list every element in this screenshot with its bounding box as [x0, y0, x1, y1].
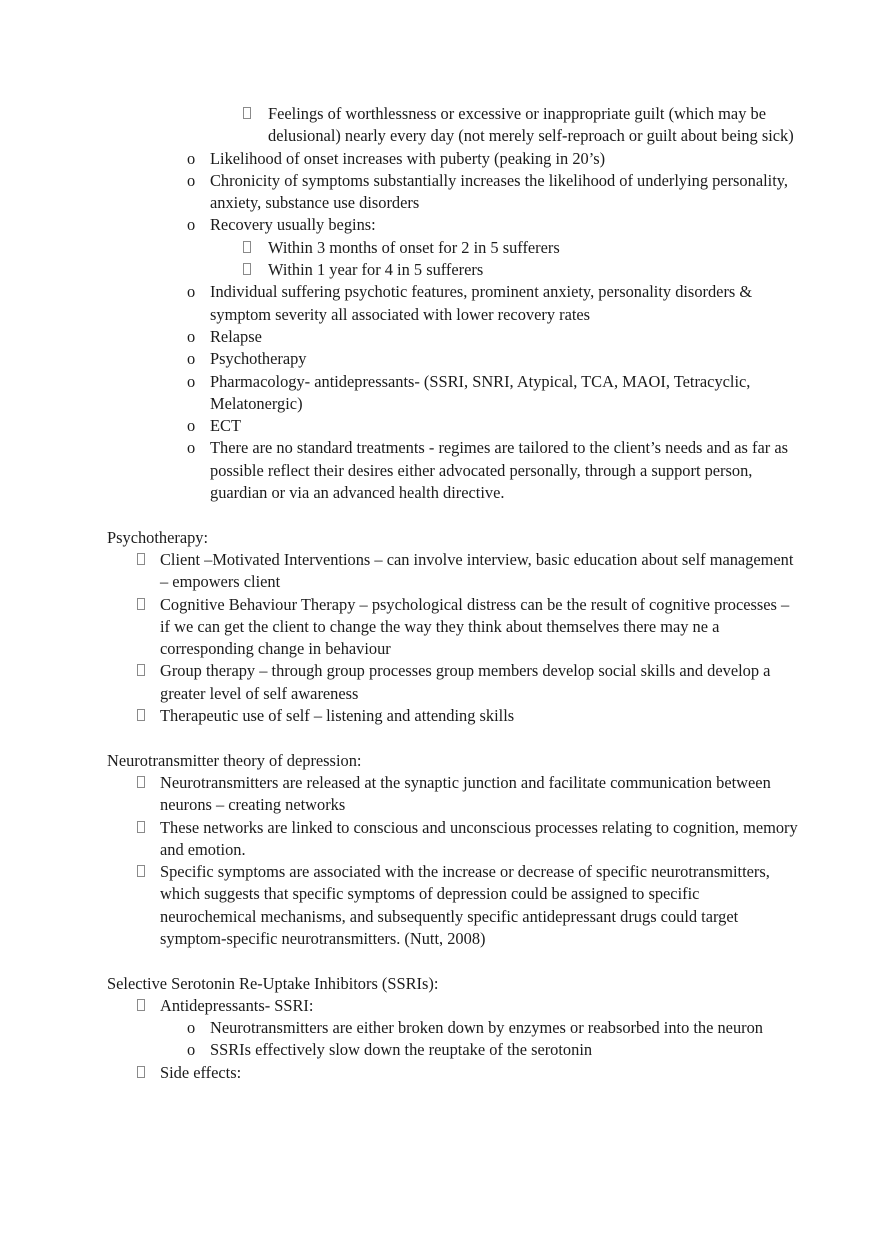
box-bullet-icon — [137, 821, 145, 833]
list-item-text: Side effects: — [160, 1062, 242, 1082]
list-item — [107, 237, 798, 259]
list-item-text: Client –Motivated Interventions – can involve interview, basic education about self management – empowers client — [160, 549, 794, 592]
list-item-text: Chronicity of symptoms substantially increases the likelihood of underlying personality, anxiety, substance use disorders — [210, 170, 788, 213]
section-heading — [107, 750, 798, 772]
list-item — [107, 861, 798, 950]
list-item-text: There are no standard treatments - regimes are tailored to the client’s needs and as far as possible reflect their desires either advocated personally, through a support person, guardian or via an advanced health directive. — [210, 438, 788, 503]
section-heading-text: Selective Serotonin Re-Uptake Inhibitors (SSRIs): — [107, 973, 439, 993]
box-bullet-icon — [137, 865, 145, 877]
list-item-text: ECT — [210, 416, 241, 436]
box-bullet-icon — [137, 776, 145, 788]
list-item — [107, 995, 798, 1017]
list-item-text: Neurotransmitters are released at the synaptic junction and facilitate communication between neurons – creating networks — [160, 772, 771, 815]
o-bullet-marker: o — [187, 1018, 196, 1038]
o-bullet-marker: o — [187, 349, 196, 369]
list-item-text: Cognitive Behaviour Therapy – psychological distress can be the result of cognitive processes –if we can get the client to change the way they think about themselves there may ne a corresponding change in behaviour — [160, 594, 790, 659]
list-item-text: Likelihood of onset increases with puberty (peaking in 20’s) — [210, 148, 606, 168]
section-heading — [107, 527, 798, 549]
section-heading-text: Neurotransmitter theory of depression: — [107, 750, 362, 770]
list-item-text: SSRIs effectively slow down the reuptake of the serotonin — [210, 1040, 593, 1060]
list-item — [107, 415, 798, 437]
box-bullet-icon — [243, 263, 251, 275]
o-bullet-marker: o — [187, 371, 196, 391]
list-item — [107, 281, 798, 326]
box-bullet-icon — [243, 107, 251, 119]
o-bullet-marker: o — [187, 416, 196, 436]
list-item — [107, 1017, 798, 1039]
list-item — [107, 326, 798, 348]
list-item-text: Feelings of worthlessness or excessive or inappropriate guilt (which may be delusional) nearly every day (not merely self-reproach or guilt about being sick) — [268, 104, 794, 146]
o-bullet-marker: o — [187, 326, 196, 346]
list-item-text: Within 3 months of onset for 2 in 5 sufferers — [268, 237, 560, 257]
list-item-text: Psychotherapy — [210, 349, 307, 369]
list-item-text: Antidepressants- SSRI: — [160, 995, 314, 1015]
blank-line — [107, 727, 798, 749]
list-item-text: These networks are linked to conscious and unconscious processes relating to cognition, memory and emotion. — [160, 817, 798, 859]
o-bullet-marker: o — [187, 1040, 196, 1060]
list-item — [107, 772, 798, 817]
list-item — [107, 1039, 798, 1061]
box-bullet-icon — [243, 241, 251, 253]
list-item — [107, 817, 798, 862]
list-item-text: Within 1 year for 4 in 5 sufferers — [268, 260, 484, 280]
section-heading-text: Psychotherapy: — [107, 527, 209, 547]
list-item — [107, 170, 798, 215]
box-bullet-icon — [137, 1066, 145, 1078]
list-item-text: Pharmacology- antidepressants- (SSRI, SNRI, Atypical, TCA, MAOI, Tetracyclic, Melatonergic) — [210, 371, 751, 413]
list-item — [107, 148, 798, 170]
o-bullet-marker: o — [187, 148, 196, 168]
list-item-text: Therapeutic use of self – listening and attending skills — [160, 706, 515, 726]
list-item — [107, 705, 798, 727]
list-item-text: Neurotransmitters are either broken down by enzymes or reabsorbed into the neuron — [210, 1018, 763, 1038]
list-item — [107, 214, 798, 236]
list-item-text: Individual suffering psychotic features, prominent anxiety, personality disorders & symptom severity all associated with lower recovery rates — [210, 282, 753, 324]
blank-line — [107, 504, 798, 526]
list-item — [107, 348, 798, 370]
list-item-text: Group therapy – through group processes group members develop social skills and develop a greater level of self awareness — [160, 661, 771, 703]
list-item — [107, 259, 798, 281]
list-item — [107, 371, 798, 416]
box-bullet-icon — [137, 664, 145, 676]
list-item — [107, 549, 798, 594]
list-item — [107, 103, 798, 148]
list-item — [107, 594, 798, 661]
o-bullet-marker: o — [187, 438, 196, 458]
section-heading — [107, 973, 798, 995]
o-bullet-marker: o — [187, 170, 196, 190]
box-bullet-icon — [137, 598, 145, 610]
list-item — [107, 660, 798, 705]
box-bullet-icon — [137, 553, 145, 565]
o-bullet-marker: o — [187, 215, 196, 235]
box-bullet-icon — [137, 709, 145, 721]
blank-line — [107, 950, 798, 972]
o-bullet-marker: o — [187, 282, 196, 302]
list-item-text: Relapse — [210, 326, 262, 346]
list-item — [107, 437, 798, 504]
list-item-text: Recovery usually begins: — [210, 215, 376, 235]
list-item-text: Specific symptoms are associated with the increase or decrease of specific neurotransmitters, which suggests that specific symptoms of depression could be assigned to specific neurochemical mechanisms, and subsequently specific antidepressant drugs could target symptom-specific neurotransmitters. (Nutt, 2008) — [160, 862, 770, 948]
box-bullet-icon — [137, 999, 145, 1011]
list-item — [107, 1062, 798, 1084]
